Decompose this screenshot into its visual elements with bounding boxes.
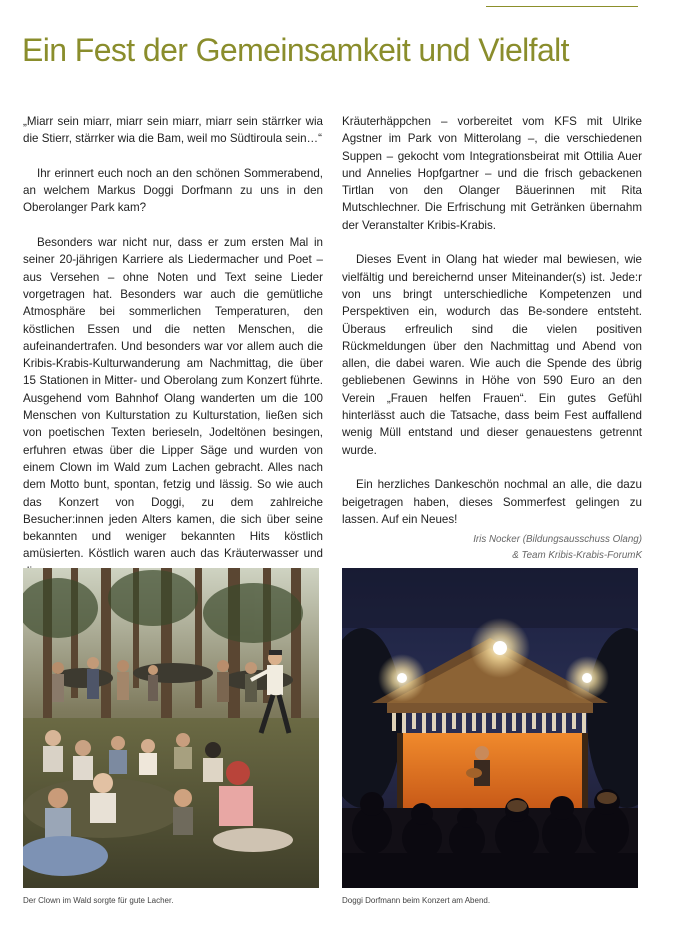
paragraph-intro: Ihr erinnert euch noch an den schönen Sommerabend, an welchem Markus Doggi Dorfmann zu uns in den Oberolanger Park kam? <box>23 166 323 215</box>
paragraph-main: Besonders war nicht nur, dass er zum ersten Mal in seiner 20-jährigen Karriere als Liedermacher und Poet – aus Versehen – ohne Noten und Text seine Lieder vorgetragen hat. Besonders war auch die gemütliche Atmosphäre bei sommerlichen Temperaturen, den köstlichen Essen und die netten Menschen, die aufeinandertrafen. Und besonders war vor allem auch die Kribis-Krabis-Kulturwanderung am Nachmittag, die über 15 Stationen in Mitter- und Oberolang zum Konzert führte. Ausgehend vom Bahnhof Olang wanderten um die 100 Menschen von Kulturstation zu Kulturstation, ließen sich von poetischen Texten berieseln, Jodeltönen besingen, erfuhren etwas über die Lipper Säge und wurden von einem Clown im Wald zum Lachen gebracht. Alles nach dem Motto bunt, spontan, fetzig und lässig. So wie auch das Konzert von Doggi, zu dem zahlreiche Besucher:innen jeden Alters kamen, die sich über seine bekannten und weniger bekannten Hits köstlich amüsierten. Köstlich waren auch das Kräuterwasser und <box>23 236 323 561</box>
paragraph-quote: „Miarr sein miarr, miarr sein miarr, miarr sein stärrker wia die Stierr, stärrker wia die Bam, weil mo Südtiroula sein…“ <box>23 115 323 146</box>
article-title: Ein Fest der Gemeinsamkeit und Vielfalt <box>22 32 569 68</box>
photo-clown-forest <box>23 568 319 888</box>
signature-line-team: & Team Kribis-Krabis-ForumK <box>512 550 642 562</box>
paragraph-thanks: Ein herzliches Dankeschön nochmal an alle, die dazu beigetragen haben, dieses Sommerfest gelingen zu lassen. Auf ein Neues! <box>342 478 642 526</box>
article-column-right <box>342 113 642 564</box>
photo-caption-clown: Der Clown im Wald sorgte für gute Lacher. <box>23 896 174 905</box>
photo-evening-concert <box>342 568 638 888</box>
paragraph-event-summary: Dieses Event in Olang hat wieder mal bewiesen, wie vielfältig und bereichernd unser Miteinander(s) ist. Jede:r von uns bringt unterschiedliche Kompetenzen und Perspektiven ein, wodurch das Be-sondere entsteht. Überaus erfreulich sind die vielen positiven Rückmeldungen über den Nachmittag und Abend von allen, die dabei waren. Wie auch die Spende des übrig gebliebenen Gewinns in Höhe von 590 Euro an den Verein „Frauen helfen Frauen“. Ein gutes Gefühl hinterlässt auch die Tatsache, dass beim Fest auffallend wenig Müll entstand und dieser genauestens getrennt wurde. <box>342 253 642 457</box>
paragraph-continued: Kräuterhäppchen – vorbereitet vom KFS mit Ulrike Agstner im Park von Mitterolang –, die verschiedenen Suppen – gekocht vom Integrationsbeirat mit Ottilia Auer und Annelies Hopfgartner – und die frisch gebackenen Tirtlan von den Olanger Bäuerinnen mit Rita Mutschlechner. Die Erfrischung mit Getränken übernahm der Veranstalter Kribis-Krabis. <box>342 115 642 232</box>
article-column-left <box>23 113 323 597</box>
signature-line-author: Iris Nocker (Bildungsausschuss Olang) <box>473 534 642 546</box>
author-signature <box>342 532 642 564</box>
header-rule <box>486 6 638 7</box>
photo-caption-concert: Doggi Dorfmann beim Konzert am Abend. <box>342 896 491 905</box>
